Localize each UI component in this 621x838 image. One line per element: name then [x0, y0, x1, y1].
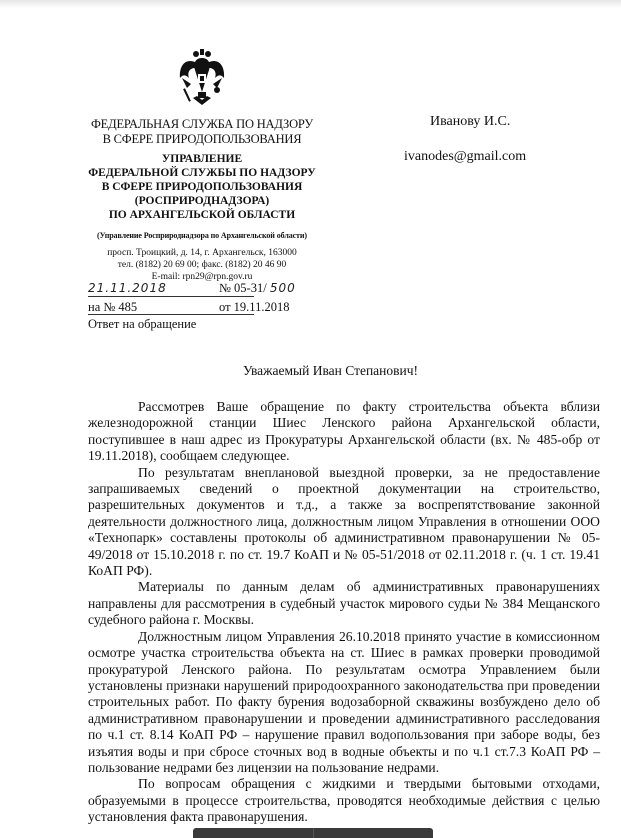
handwritten-number: 500	[269, 281, 296, 295]
salutation: Уважаемый Иван Степанович!	[242, 363, 419, 378]
outgoing-registration-row	[88, 281, 296, 297]
incoming-number: на № 485	[88, 300, 138, 314]
department-short-name: (Управление Росприроднадзора по Архангельской области)	[97, 231, 307, 240]
letter-body	[88, 399, 600, 826]
body-paragraph: По вопросам обращения с жидкими и твердыми бытовыми отходами, образуемыми в процессе строительства, проводятся необходимые действия с целью установления факта правонарушения.	[88, 776, 600, 825]
toolbar-segment-right[interactable]	[313, 828, 434, 838]
department-line: В СФЕРЕ ПРИРОДОПОЛЬЗОВАНИЯ	[101, 181, 303, 193]
incoming-date: от 19.11.2018	[219, 300, 290, 314]
body-paragraph: Материалы по данным делам об административных правонарушениях направлены для рассмотрения в судебный участок мирового судьи № 384 Мещанского судебного района г. Москвы.	[88, 579, 600, 628]
incoming-reference-row	[88, 300, 290, 315]
sender-address: просп. Троицкий, д. 14, г. Архангельск, 163000	[107, 248, 297, 258]
department-line: УПРАВЛЕНИЕ	[161, 153, 243, 165]
letter-subject: Ответ на обращение	[88, 317, 197, 331]
viewer-floating-toolbar[interactable]	[193, 828, 433, 838]
recipient-block	[404, 113, 526, 165]
sender-phone: тел. (8182) 20 69 00; факс. (8182) 20 46 90	[117, 260, 287, 270]
sender-letterhead	[82, 117, 322, 283]
department-name	[82, 152, 322, 222]
registration-block	[88, 281, 296, 315]
viewer-top-shadow	[0, 0, 621, 8]
sender-contacts	[82, 247, 322, 283]
agency-name-line2: В СФЕРЕ ПРИРОДОПОЛЬЗОВАНИЯ	[102, 132, 302, 146]
body-paragraph: По результатам внеплановой выездной проверки, за не предоставление запрашиваемых сведений о проектной документации на строительство, разрешительных документов и т.д., а также за воспрепятствование законной деятельности должностного лица, должностным лицом Управления в отношении ООО «Технопарк» составлены протоколы об административном правонарушении № 05-49/2018 от 15.10.2018 г. по ст. 19.7 КоАП и № 05-51/2018 от 02.11.2018 г. (ч. 1 ст. 19.41 КоАП РФ).	[88, 464, 600, 579]
body-paragraph: Должностным лицом Управления 26.10.2018 принято участие в комиссионном осмотре участка строительства объекта на ст. Шиес в рамках проверки проводимой прокуратурой Ленского района. По результатам осмотра Управлением были установлены признаки нарушений природоохранного законодательства при проведении строительных работ. По факту бурения водозаборной скважины возбуждено дело об административном правонарушении и проведении административного расследования по ч.1 ст. 8.14 КоАП РФ – нарушение правил водопользования при заборе воды, без изъятия воды и при сбросе сточных вод в водные объекты и по ч.1 ст.7.3 КоАП РФ – пользование недрами без лицензии на пользование недрами.	[88, 628, 600, 775]
department-line: ПО АРХАНГЕЛЬСКОЙ ОБЛАСТИ	[108, 209, 296, 221]
handwritten-date: 21.11.2018	[88, 281, 167, 295]
toolbar-segment-left[interactable]	[193, 828, 313, 838]
outgoing-number-prefix: № 05-31/	[219, 281, 267, 295]
department-line: ФЕДЕРАЛЬНОЙ СЛУЖБЫ ПО НАДЗОРУ	[88, 167, 316, 179]
sender-email: E-mail: rpn29@rpn.gov.ru	[151, 272, 253, 282]
department-line: (РОСПРИРОДНАДЗОРА)	[134, 195, 270, 207]
recipient-name: Иванову И.С.	[430, 114, 511, 129]
russian-coat-of-arms-icon	[177, 48, 227, 106]
agency-name-line1: ФЕДЕРАЛЬНАЯ СЛУЖБА ПО НАДЗОРУ	[91, 117, 313, 131]
outgoing-number	[219, 281, 296, 296]
body-paragraph: Рассмотрев Ваше обращение по факту строительства объекта вблизи железнодорожной станции Шиес Ленского района Архангельской области, поступившее в наш адрес из Прокуратуры Архангельской области (вх. № 485-обр от 19.11.2018), сообщаем следующее.	[88, 399, 600, 464]
recipient-email: ivanodes@gmail.com	[404, 149, 527, 164]
